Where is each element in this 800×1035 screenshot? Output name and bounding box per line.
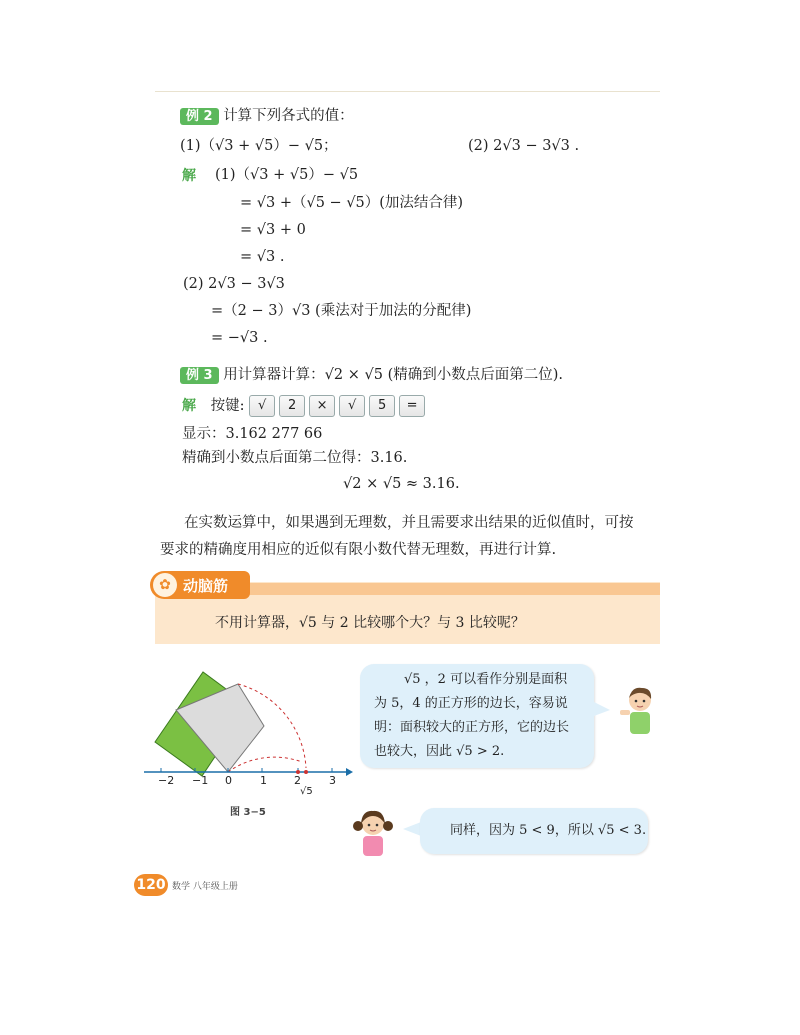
solution-line: (2) 2√3 − 3√3 [183,276,285,292]
equals-key: = [399,395,425,417]
bubble-tail-icon [403,822,421,836]
example3-tag: 例 3 [180,367,219,384]
solution-line: =（2 − 3）√3 (乘法对于加法的分配律) [211,303,472,319]
bubble-tail-icon [594,702,610,718]
arrow-icon [346,768,353,776]
example2-heading [180,106,354,127]
example2-tag: 例 2 [180,108,219,125]
example3-title: 用计算器计算：√2 × √5 (精确到小数点后面第二位). [223,367,564,383]
think-tag-label: 动脑筋 [183,577,229,595]
arc-2 [228,757,302,772]
rounded-result: 精确到小数点后面第二位得：3.16. [182,450,408,466]
speech-bubble-girl [420,808,648,854]
tick-label: 1 [260,774,267,787]
bubble-line: 为 5，4 的正方形的边长，容易说 [374,696,568,711]
think-question: 不用计算器，√5 与 2 比较哪个大？与 3 比较呢？ [215,615,525,631]
tick-label: 2 [294,774,301,787]
boy-icon [616,682,664,738]
bubble-line: √5 ，2 可以看作分别是面积 [404,672,568,687]
solution-line: = −√3 . [211,330,268,346]
solution-label-1: 解 [182,168,196,184]
sqrt-key: √ [249,395,275,417]
bubble-line: 明：面积较大的正方形，它的边长 [374,720,570,735]
paragraph-line: 要求的精确度用相应的近似有限小数代替无理数，再进行计算. [160,542,557,558]
example3-heading [180,365,563,386]
tick-label: −2 [158,774,175,787]
multiply-key: × [309,395,335,417]
example2-part2: (2) 2√3 − 3√3 . [468,138,580,154]
sqrt-key: √ [339,395,365,417]
bubble-line: 也较大，因此 √5 > 2. [374,744,505,759]
solution-line: = √3 + 0 [240,222,306,238]
book-title: 数学 八年级上册 [172,882,238,892]
think-tag [150,571,250,599]
final-result: √2 × √5 ≈ 3.16. [343,476,460,492]
solution-label-2: 解 [182,398,196,414]
digit-2-key: 2 [279,395,305,417]
display-readout: 显示：3.162 277 66 [182,426,323,442]
top-rule [155,91,660,92]
page-number: 120 [134,874,168,896]
solution-line: = √3 . [240,249,285,265]
keys-label: 按键: [210,398,245,414]
solution-line: (1)（√3 + √5）− √5 [215,167,359,183]
digit-5-key: 5 [369,395,395,417]
tick-label: −1 [192,774,209,787]
figure-caption: 图 3−5 [230,807,266,818]
bubble-line: 同样，因为 5 < 9，所以 √5 < 3. [450,823,647,838]
point-sqrt5 [304,770,308,774]
tick-label: 3 [329,774,336,787]
tick-label: 0 [225,774,232,787]
keypress-row [182,395,429,417]
speech-bubble-boy [360,664,594,768]
girl-icon [350,804,396,860]
sqrt5-label: √5 [300,786,313,797]
paragraph-line: 在实数运算中，如果遇到无理数，并且需要求出结果的近似值时，可按 [184,515,634,531]
solution-line: = √3 +（√5 − √5）(加法结合律) [240,195,464,211]
example2-title: 计算下列各式的值： [223,108,354,124]
example2-part1: (1)（√3 + √5）− √5； [180,138,338,154]
brain-icon: ✿ [153,573,177,597]
